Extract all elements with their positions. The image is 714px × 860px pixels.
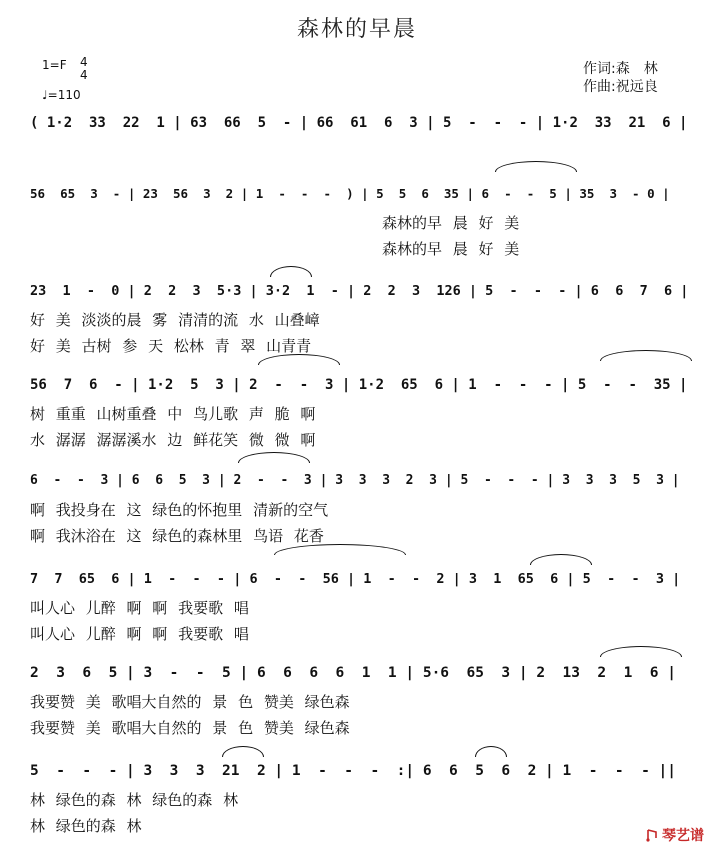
notation-row: 7 7 65 6 | 1 - - - | 6 - - 56 | 1 - - 2 | 3 1 65 6 | 5 - - 3 | [30, 571, 681, 587]
notation-row: 6 - - 3 | 6 6 5 3 | 2 - - 3 | 3 3 3 2 3 | 5 - - - | 3 3 3 5 3 | [30, 473, 680, 488]
score-line-8 [0, 760, 714, 860]
site-watermark [645, 825, 704, 845]
composer: 作曲:祝远良 [583, 79, 658, 95]
score-line-2 [0, 183, 714, 283]
lyrics-verse-2: 林 绿色的森 林 [30, 817, 142, 835]
notation-row: 2 3 6 5 | 3 - - 5 | 6 6 6 6 1 1 | 5·6 65 3 | 2 13 2 1 6 | [30, 665, 677, 681]
lyrics-verse-1: 森林的早 晨 好 美 [382, 214, 520, 232]
lyrics-verse-2: 好 美 古树 参 天 松林 青 翠 山青青 [30, 337, 312, 355]
score-line-7 [0, 662, 714, 762]
lyrics-verse-2: 啊 我沐浴在 这 绿色的森林里 鸟语 花香 [30, 527, 324, 545]
notation-row: 56 7 6 - | 1·2 5 3 | 2 - - 3 | 1·2 65 6 | 1 - - - | 5 - - 35 | [30, 377, 688, 393]
credits [583, 60, 658, 96]
score-line-3 [0, 280, 714, 380]
lyrics-verse-1: 好 美 淡淡的晨 雾 清清的流 水 山叠嶂 [30, 311, 320, 329]
time-signature-bottom: 4 [80, 68, 88, 82]
score-line-5 [0, 470, 714, 570]
key-signature: 1=F [42, 58, 67, 72]
watermark-text: 琴艺谱 [662, 828, 704, 844]
lyrics-verse-2: 水 潺潺 潺潺溪水 边 鲜花笑 微 微 啊 [30, 431, 316, 449]
lyrics-verse-2: 森林的早 晨 好 美 [382, 240, 520, 258]
lyrics-verse-2: 叫人心 儿醉 啊 啊 我要歌 唱 [30, 625, 249, 643]
notation-row: ( 1·2 33 22 1 | 63 66 5 - | 66 61 6 3 | 5 - - - | 1·2 33 21 6 | [30, 115, 688, 131]
key-and-tempo [42, 55, 88, 102]
tempo-mark: ♩=110 [42, 88, 81, 102]
lyrics-verse-1: 我要赞 美 歌唱大自然的 景 色 赞美 绿色森 [30, 693, 350, 711]
lyricist: 作词:森 林 [583, 61, 658, 77]
time-signature [80, 56, 88, 82]
song-title: 森林的早晨 [296, 17, 417, 42]
lyrics-verse-2: 我要赞 美 歌唱大自然的 景 色 赞美 绿色森 [30, 719, 350, 737]
lyrics-verse-1: 啊 我投身在 这 绿色的怀抱里 清新的空气 [30, 501, 329, 519]
lyrics-verse-1: 叫人心 儿醉 啊 啊 我要歌 唱 [30, 599, 249, 617]
notation-row: 56 65 3 - | 23 56 3 2 | 1 - - - ) | 5 5 6 35 | 6 - - 5 | 35 3 - 0 | [30, 186, 670, 201]
time-signature-top: 4 [80, 55, 88, 69]
music-note-icon [645, 828, 659, 842]
notation-row: 23 1 - 0 | 2 2 3 5·3 | 3·2 1 - | 2 2 3 126 | 5 - - - | 6 6 7 6 | [30, 283, 689, 299]
lyrics-verse-1: 树 重重 山树重叠 中 鸟儿歌 声 脆 啊 [30, 405, 316, 423]
notation-row: 5 - - - | 3 3 3 21 2 | 1 - - - :| 6 6 5 6 2 | 1 - - - || [30, 763, 677, 779]
lyrics-verse-1: 林 绿色的森 林 绿色的森 林 [30, 791, 239, 809]
score-line-4 [0, 374, 714, 474]
